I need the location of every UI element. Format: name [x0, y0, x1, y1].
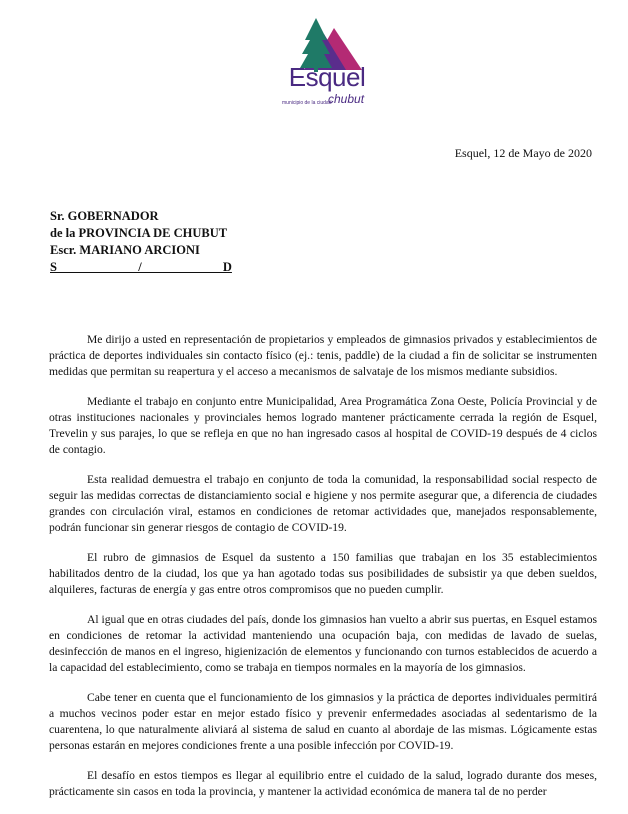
paragraph: El rubro de gimnasios de Esquel da sustento a 150 familias que trabajan en los 35 establecimientos habilitados dentro de la ciudad, los que ya han agotado todas sus posibilidades de subsistir ya que deben sueldos, alquileres, facturas de energía y gas entre otros compromisos que no pueden cumplir. [49, 551, 597, 596]
paragraph: Al igual que en otras ciudades del país, donde los gimnasios han vuelto a abrir sus puertas, en Esquel estamos en condiciones de retomar la actividad manteniendo una ocupación baja, con medidas de lavado de suelas, desinfección de manos en el ingreso, higienización de elementos y funcionando con turnos establecidos de acuerdo a la capacidad del establecimiento, como se trabaja en tiempos normales en la mayoría de los gimnasios. [49, 613, 597, 674]
paragraph: Cabe tener en cuenta que el funcionamiento de los gimnasios y la práctica de deportes individuales permitirá a muchos vecinos poder estar en mejor estado físico y prevenir enfermedades asociadas al sedentarismo de la cuarentena, lo que naturalmente aliviará al sistema de salud en cuanto al abordaje de las mismas. Lógicamente estas personas estarán en mejores condiciones frente a una posible infección por COVID-19. [49, 691, 597, 752]
addressee-salutation: S_____________/_____________D [50, 260, 232, 274]
addressee-province: de la PROVINCIA DE CHUBUT [50, 226, 228, 240]
paragraph: Esta realidad demuestra el trabajo en conjunto de toda la comunidad, la responsabilidad social respecto de seguir las medidas correctas de distanciamiento social e higiene y nos permite asegurar que, a diferencia de ciudades grandes con circulación viral, estamos en condiciones de retomar actividades que, manejados responsablemente, podrán funcionar sin generar riesgos de contagio de COVID-19. [49, 473, 597, 534]
logo-region: chubut [328, 92, 365, 106]
paragraph: El desafío en estos tiempos es llegar al equilibrio entre el cuidado de la salud, logrado durante dos meses, prácticamente sin casos en toda la provincia, y mantener la actividad económica de manera tal de no perder [49, 769, 597, 798]
letter-body [49, 332, 597, 814]
addressee-title: Sr. GOBERNADOR [50, 209, 159, 223]
municipality-logo [276, 14, 372, 114]
paragraph: Me dirijo a usted en representación de propietarios y empleados de gimnasios privados y establecimientos de práctica de deportes individuales sin contacto físico (ej.: tenis, paddle) de la ciudad a fin de solicitar se instrumenten medidas que permitan su reapertura y el acceso a mecanismos de salvataje de los mismos mediante subsidios. [49, 333, 597, 378]
logo-name: Esquel [288, 62, 366, 92]
addressee-block [50, 208, 232, 276]
letter-date: Esquel, 12 de Mayo de 2020 [454, 146, 592, 160]
addressee-name: Escr. MARIANO ARCIONI [50, 243, 200, 257]
paragraph: Mediante el trabajo en conjunto entre Municipalidad, Area Programática Zona Oeste, Policía Provincial y de otras instituciones nacionales y provinciales hemos logrado mantener prácticamente cerrada la región de Esquel, Trevelin y sus parajes, lo que se refleja en que no han ingresado casos al hospital de COVID-19 después de 4 ciclos de contagio. [49, 395, 597, 456]
logo-subtitle: municipio de la ciudad [282, 100, 332, 106]
